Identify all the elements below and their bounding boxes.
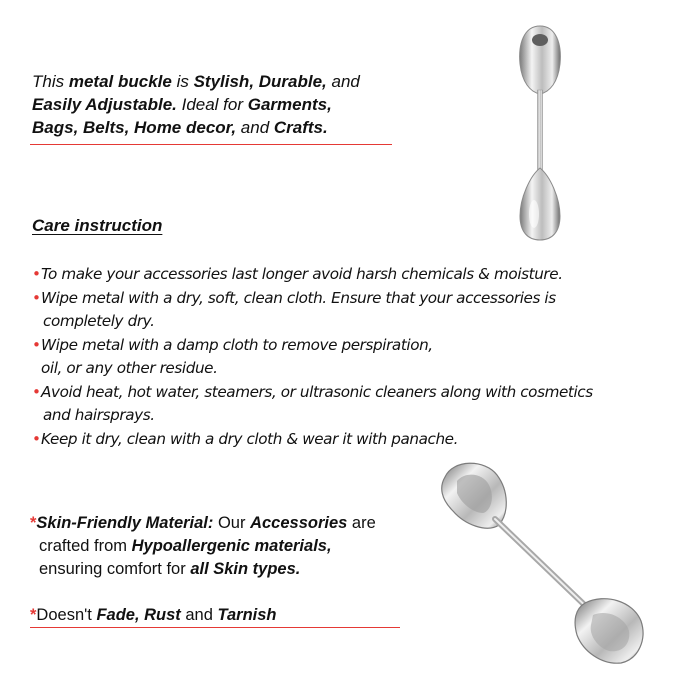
skin-text: are: [347, 514, 376, 532]
intro-text: Ideal for: [176, 95, 248, 114]
skin-line-3: [30, 558, 430, 581]
care-item-text: Wipe metal with a dry, soft, clean cloth. Ensure that your accessories is: [41, 288, 556, 307]
nofade-bold-tarnish: Tarnish: [217, 606, 277, 624]
care-item-text: Avoid heat, hot water, steamers, or ultrasonic cleaners along with cosmetics: [41, 382, 593, 401]
buckle-vertical-image: [500, 18, 580, 248]
intro-text: is: [171, 72, 194, 91]
list-item: [32, 381, 652, 428]
skin-text: ensuring comfort for: [39, 560, 191, 578]
nofade-divider: [30, 627, 400, 628]
bullet-icon: •: [32, 382, 41, 401]
care-heading: Care instruction: [32, 216, 163, 235]
skin-bold-title: Skin-Friendly Material:: [36, 514, 214, 532]
skin-bold-hypoallergenic: Hypoallergenic materials,: [131, 537, 332, 555]
intro-bold-garments: Garments,: [247, 95, 332, 114]
intro-bold-crafts: Crafts.: [273, 118, 328, 137]
intro-paragraph: [32, 70, 432, 139]
skin-text: crafted from: [39, 537, 132, 555]
asterisk: *: [30, 514, 37, 532]
intro-bold-adjustable: Easily Adjustable.: [32, 95, 177, 114]
intro-bold-metal-buckle: metal buckle: [68, 72, 172, 91]
list-item: [32, 287, 652, 334]
intro-text: and: [326, 72, 360, 91]
care-item-text-cont: and hairsprays.: [43, 406, 155, 424]
care-item-text-cont: oil, or any other residue.: [41, 359, 218, 377]
care-item-text: To make your accessories last longer avoid harsh chemicals & moisture.: [41, 265, 563, 283]
intro-text: This: [32, 72, 69, 91]
care-item-text: Wipe metal with a damp cloth to remove perspiration,: [41, 335, 433, 354]
nofade-text: and: [180, 606, 218, 624]
list-item: [32, 428, 652, 452]
skin-line-2: [30, 535, 430, 558]
nofade-bold-fade-rust: Fade, Rust: [96, 606, 181, 624]
bullet-icon: •: [32, 265, 41, 283]
bullet-icon: •: [32, 288, 41, 307]
no-fade-note: [30, 606, 276, 625]
intro-divider: [30, 144, 392, 145]
intro-bold-uses: Bags, Belts, Home decor,: [32, 118, 237, 137]
nofade-text: Doesn't: [36, 606, 97, 624]
care-list: [32, 263, 652, 451]
list-item: [32, 263, 652, 287]
buckle-diagonal-image: [425, 455, 665, 675]
skin-text: Our: [213, 514, 251, 532]
intro-bold-features: Stylish, Durable,: [193, 72, 327, 91]
asterisk: *: [30, 606, 37, 624]
intro-text: and: [236, 118, 274, 137]
care-item-text-cont: completely dry.: [43, 312, 155, 330]
skin-bold-accessories: Accessories: [250, 514, 348, 532]
care-item-text: Keep it dry, clean with a dry cloth & wear it with panache.: [41, 429, 459, 448]
skin-friendly-note: [30, 512, 430, 581]
list-item: [32, 334, 652, 381]
skin-bold-all-skin: all Skin types.: [190, 560, 301, 578]
bullet-icon: •: [32, 429, 41, 448]
bullet-icon: •: [32, 335, 41, 354]
